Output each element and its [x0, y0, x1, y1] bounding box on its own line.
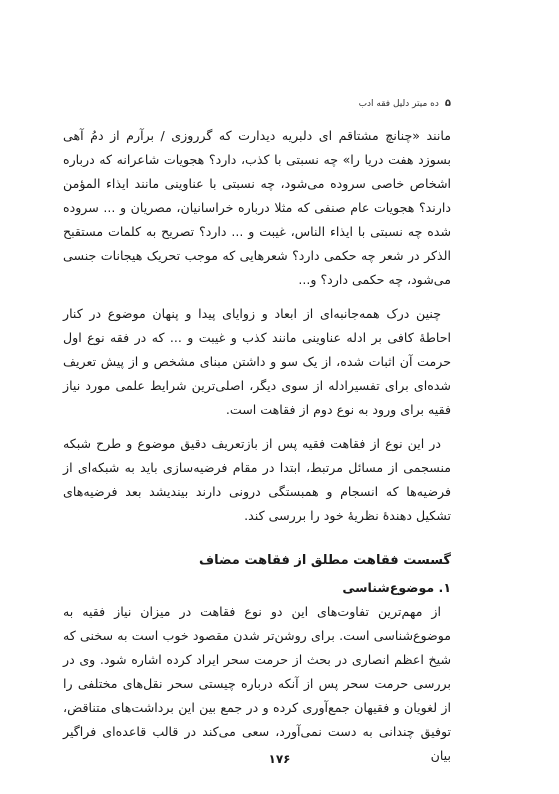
paragraph: در این نوع از فقاهت فقیه پس از بازتعریف دقیق موضوع و طرح شبکه منسجمی از مسائل مرتبط، ابتدا در مقام فرضیه‌سازی باید به شبکه‌ای از فرضیه‌ها که انسجام و همبستگی درونی دارند بیندیشد بعد فرضیه‌های تشکیل دهندهٔ نظریهٔ خود را بررسی کند.: [63, 436, 451, 523]
section-heading: گسست فقاهت مطلق از فقاهت مضاف: [199, 553, 451, 568]
page-number: ۱۷۶: [268, 752, 291, 766]
subsection-heading: ۱. موضوع‌شناسی: [342, 580, 451, 595]
body-text: [63, 124, 451, 768]
paragraph: چنین درک همه‌جانبه‌ای از ابعاد و زوایای پیدا و پنهان موضوع در کنار احاطهٔ کافی بر ادله عناوینی مانند کذب و غیبت و ... که در فقه نوع اول حرمت آن اثبات شده، از یک سو و داشتن مبنای مشخص و از پیش تعریف شده‌ای برای تفسیرادله از سوی دیگر، اصلی‌ترین شرایط علمی مورد نیاز فقیه برای ورود به نوع دوم از فقاهت است.: [63, 306, 451, 417]
running-title: ده میتر دلیل فقه ادب: [358, 98, 439, 109]
page-marker: ۵: [444, 98, 451, 109]
paragraph: از مهم‌ترین تفاوت‌های این دو نوع فقاهت در میزان نیاز فقیه به موضوع‌شناسی است. برای روشن‌تر شدن مقصود خوب است به سخنی که شیخ اعظم انصاری در بحث از حرمت سحر ایراد کرده اشاره شود. وی در بررسی حرمت سحر پس از آنکه درباره چیستی سحر نقل‌های مختلفی را از لغویان و فقیهان جمع‌آوری کرده و در جمع بین این برداشت‌های متناقض، توفیق چندانی به دست نمی‌آورد، سعی می‌کند در قالب قاعده‌ای فراگیر بیان: [63, 604, 451, 763]
paragraph: مانند «چنانچ مشتاقم ای دلبریه دیدارت که گرروزی / برآرم از دمُ آهی بسوزد هفت دریا را» چه نسبتی با کذب، دارد؟ هجویات شاعرانه که درباره اشخاص خاصی سروده می‌شود، چه نسبتی با عناوینی مانند ایذاء المؤمن دارند؟ هجویات عام صنفی که مثلا درباره خراسانیان، مصریان و ... سروده شده چه نسبتی با ایذاء الناس، غیبت و ... دارد؟ تصریح به کلمات مستقبح الذکر در شعر چه حکمی دارد؟ شعرهایی که موجب تحریک هیجانات جنسی می‌شود، چه حکمی دارد؟ و...: [63, 128, 451, 287]
running-head: [359, 98, 451, 109]
